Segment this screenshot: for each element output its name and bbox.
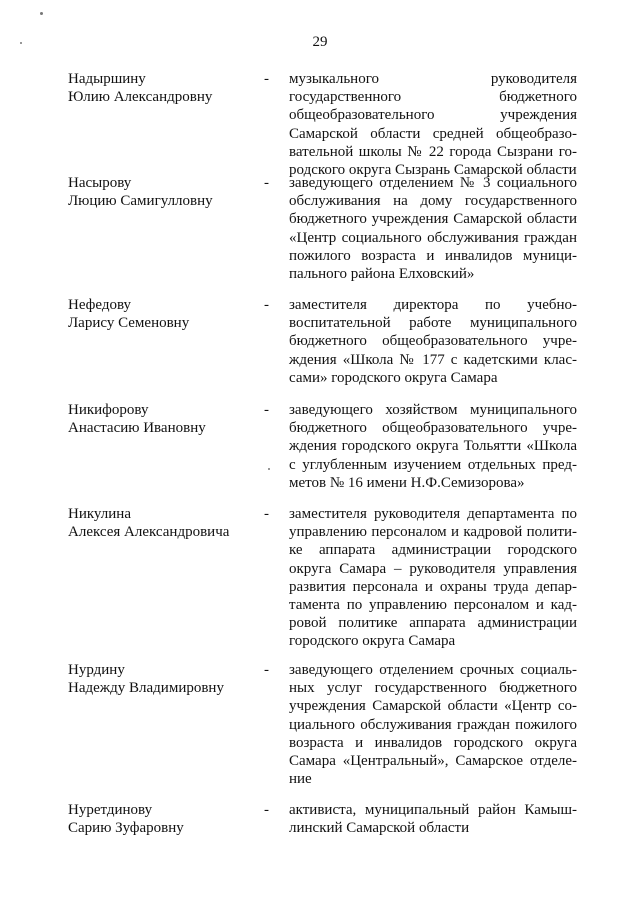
surname: Насырову	[68, 175, 132, 191]
position-description: заведующего хозяйством муниципального бюджетного общеобразовательного учреждения городского округа Тольятти «Школа с углубленным изучением отдельных предметов № 16 имени Н.Ф.Семизорова»	[289, 402, 577, 491]
dash-separator: -	[264, 802, 269, 818]
scan-speck	[40, 12, 43, 15]
person-name	[68, 401, 253, 437]
scan-speck	[268, 468, 270, 470]
position-description: активиста, муниципальный район Камышлинский Самарской области	[289, 802, 577, 837]
person-name	[68, 296, 253, 332]
position-description: заведующего отделением № 3 социального обслуживания на дому государственного бюджетного учреждения Самарской области «Центр социального обслуживания граждан пожилого возраста и инвалидов муниципального района Елховский»	[289, 175, 577, 283]
dash-separator: -	[264, 506, 269, 522]
dash-separator: -	[264, 662, 269, 678]
surname: Надыршину	[68, 71, 146, 87]
given-names: Ларису Семеновну	[68, 315, 190, 331]
person-name	[68, 505, 253, 541]
dash-separator: -	[264, 175, 269, 191]
given-names: Анастасию Ивановну	[68, 420, 206, 436]
dash-separator: -	[264, 402, 269, 418]
given-names: Люцию Самигулловну	[68, 193, 213, 209]
position-description: заместителя директора по учебно-воспитательной работе муниципального бюджетного общеобразовательного учреждения «Школа № 177 с кадетскими классами» городского округа Самара	[289, 297, 577, 386]
person-name	[68, 70, 253, 106]
person-name	[68, 174, 253, 210]
dash-separator: -	[264, 71, 269, 87]
position-description: заместителя руководителя департамента по управлению персоналом и кадровой политике аппарата администрации городского округа Самара – руководителя управления развития персонала и охраны труда департамента по управлению персоналом и кадровой политике аппарата администрации городского округа Самара	[289, 506, 577, 650]
scan-speck	[20, 42, 22, 44]
position-description: заведующего отделением срочных социальных услуг государственного бюджетного учреждения Самарской области «Центр социального обслуживания граждан пожилого возраста и инвалидов городского округа Самара «Центральный», Самарское отделение	[289, 662, 577, 788]
surname: Никифорову	[68, 402, 149, 418]
given-names: Надежду Владимировну	[68, 680, 224, 696]
page-number: 29	[312, 34, 328, 50]
surname: Нефедову	[68, 297, 132, 313]
surname: Никулина	[68, 506, 131, 522]
given-names: Юлию Александровну	[68, 89, 213, 105]
person-name	[68, 661, 253, 697]
surname: Нуретдинову	[68, 802, 153, 818]
position-description: музыкального руководителя государственного бюджетного общеобразовательного учреждения Самарской области средней общеобразовательной школы № 22 города Сызрани городского округа Сызрань Самарской области	[289, 71, 577, 179]
given-names: Алексея Александровича	[68, 524, 230, 540]
surname: Нурдину	[68, 662, 125, 678]
person-name	[68, 801, 253, 837]
dash-separator: -	[264, 297, 269, 313]
given-names: Сарию Зуфаровну	[68, 820, 184, 836]
